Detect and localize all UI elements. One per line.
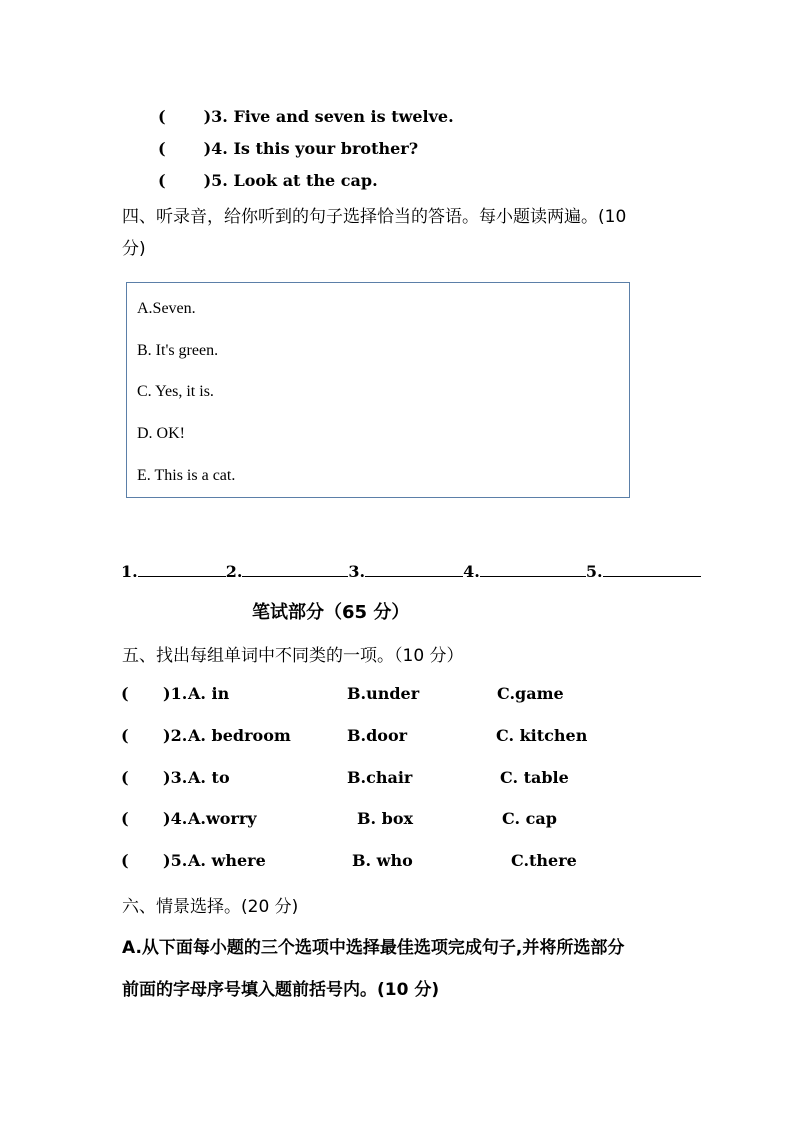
answer-label: 2. — [225, 562, 243, 581]
option-c: C.game — [497, 684, 564, 703]
section6-title: 六、情景选择。(20 分) — [122, 897, 299, 917]
answer-label: 4. — [463, 562, 480, 581]
word-row — [121, 768, 721, 790]
option-b: B.under — [347, 684, 420, 703]
section6-sub-a-cont: 前面的字母序号填入题前括号内。(10 分) — [122, 980, 440, 1000]
listening-item — [158, 171, 378, 190]
option-c: C. cap — [502, 809, 557, 828]
option-d: D. OK! — [137, 425, 185, 442]
option-c: C. table — [500, 768, 569, 787]
listening-item — [158, 139, 418, 158]
item-number: 3. — [211, 107, 228, 126]
option-a: A. bedroom — [188, 726, 291, 745]
option-a: A.worry — [188, 809, 257, 828]
item-text: Is this your brother? — [233, 139, 419, 158]
row-number: )5. — [163, 851, 188, 870]
open-paren: ( — [158, 171, 166, 190]
item-text: Five and seven is twelve. — [233, 107, 454, 126]
item-text: Look at the cap. — [233, 171, 378, 190]
open-paren: ( — [158, 139, 166, 158]
answer-blank-4[interactable] — [480, 562, 586, 577]
options-box — [126, 282, 630, 498]
option-a: A.Seven. — [137, 300, 196, 317]
close-paren: ) — [203, 139, 212, 158]
answer-label: 5. — [585, 562, 603, 581]
option-c: C. Yes, it is. — [137, 383, 214, 400]
close-paren: ) — [203, 107, 212, 126]
open-paren: ( — [121, 726, 129, 745]
close-paren: ) — [203, 171, 212, 190]
option-b: B.chair — [347, 768, 413, 787]
word-row — [121, 851, 721, 873]
row-number: )3. — [163, 768, 188, 787]
row-number: )4. — [163, 809, 188, 828]
word-row — [121, 809, 721, 831]
option-b: B. box — [357, 809, 414, 828]
section6-sub-a: A.从下面每小题的三个选项中选择最佳选项完成句子,并将所选部分 — [122, 938, 625, 958]
option-b: B.door — [347, 726, 408, 745]
option-c: C. kitchen — [496, 726, 588, 745]
option-a: A. where — [188, 851, 266, 870]
open-paren: ( — [121, 768, 129, 787]
option-e: E. This is a cat. — [137, 467, 236, 484]
answer-blank-2[interactable] — [242, 562, 348, 577]
listening-item — [158, 107, 454, 126]
answer-label: 3. — [348, 562, 366, 581]
option-a: A. in — [188, 684, 230, 703]
word-row — [121, 684, 721, 706]
answer-blank-3[interactable] — [365, 562, 463, 577]
row-number: )2. — [163, 726, 188, 745]
option-b: B. It's green. — [137, 342, 219, 359]
section4-title: 四、听录音，给你听到的句子选择恰当的答语。每小题读两遍。(10 — [122, 207, 627, 227]
open-paren: ( — [158, 107, 166, 126]
open-paren: ( — [121, 684, 129, 703]
answer-label: 1. — [121, 562, 138, 581]
answer-blank-1[interactable] — [138, 562, 226, 577]
open-paren: ( — [121, 851, 129, 870]
option-b: B. who — [352, 851, 413, 870]
row-number: )1. — [163, 684, 188, 703]
item-number: 4. — [211, 139, 228, 158]
written-part-title: 笔试部分（65 分） — [252, 602, 410, 623]
answer-blanks — [121, 562, 701, 581]
section4-title-cont: 分) — [122, 239, 146, 259]
item-number: 5. — [211, 171, 228, 190]
section5-title: 五、找出每组单词中不同类的一项。（10 分） — [122, 646, 464, 666]
word-row — [121, 726, 721, 748]
answer-blank-5[interactable] — [603, 562, 701, 577]
option-a: A. to — [188, 768, 230, 787]
option-c: C.there — [511, 851, 577, 870]
open-paren: ( — [121, 809, 129, 828]
